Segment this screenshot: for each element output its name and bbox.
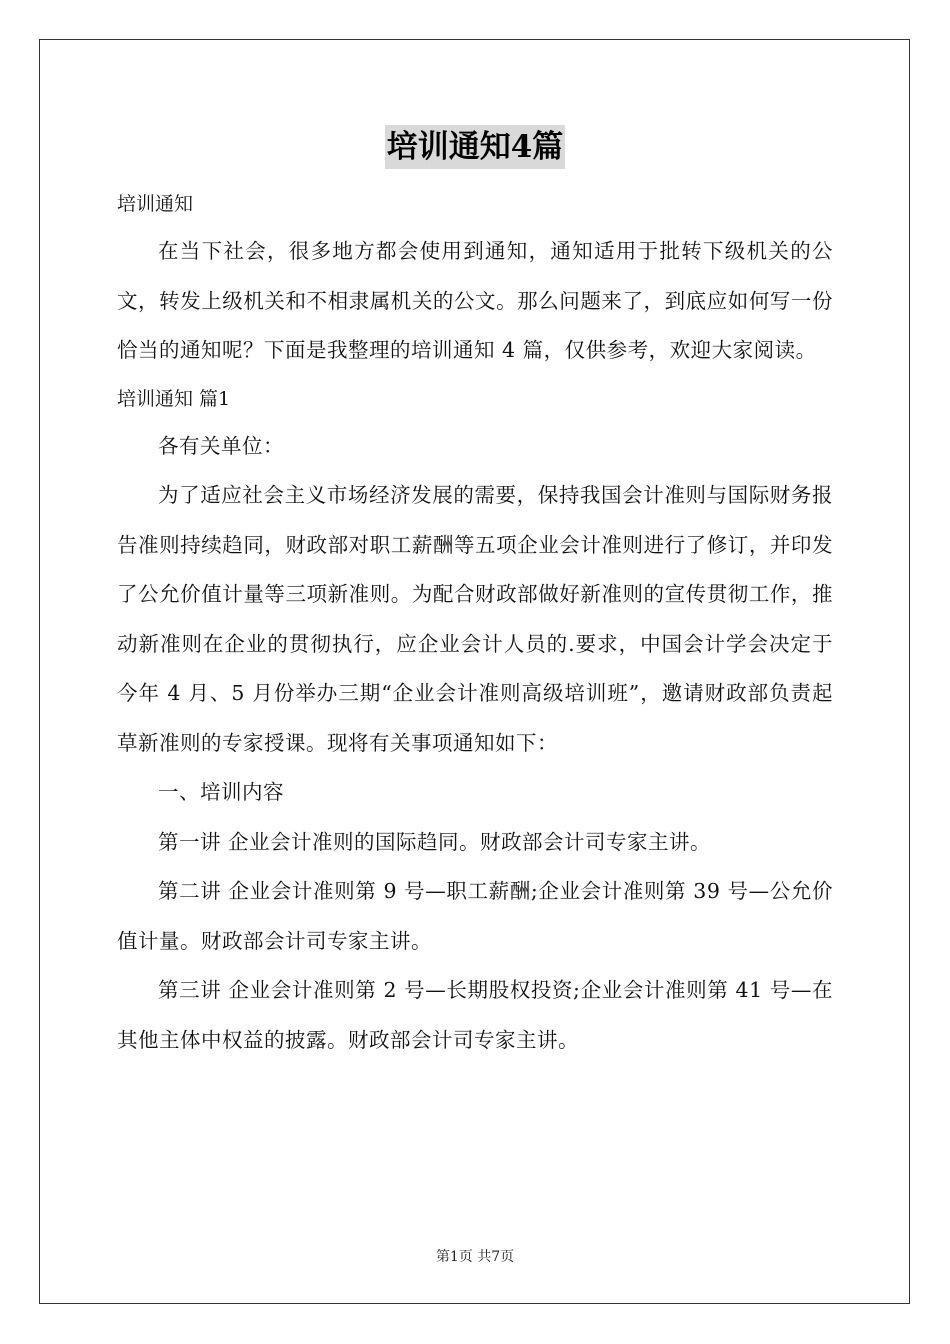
lecture-1: 第一讲 企业会计准则的国际趋同。财政部会计司专家主讲。: [158, 829, 712, 854]
document-content: [117, 125, 833, 1065]
part1-heading: 培训通知 篇1: [117, 387, 231, 410]
salutation: 各有关单位：: [158, 433, 284, 458]
section-label: 培训通知: [117, 193, 194, 215]
body-paragraph: 为了适应社会主义市场经济发展的需要，保持我国会计准则与国际财务报告准则持续趋同，财政部对职工薪酬等五项企业会计准则进行了修订，并印发了公允价值计量等三项新准则。为配合财政部做好新准则的宣传贯彻工作，推动新准则在企业的贯彻执行，应企业会计人员的.要求，中国会计学会决定于今年 4 月、5 月份举办三期“企业会计准则高级培训班”，邀请财政部负责起草新准则的专家授课。现将有关事项通知如下：: [117, 483, 833, 755]
page-footer: 第1页 共7页: [435, 1249, 515, 1265]
document-title: 培训通知4篇: [385, 125, 566, 169]
intro-paragraph: 在当下社会，很多地方都会使用到通知，通知适用于批转下级机关的公文，转发上级机关和不相隶属机关的公文。那么问题来了，到底应如何写一份恰当的通知呢？下面是我整理的培训通知 4 篇，仅供参考，欢迎大家阅读。: [117, 239, 833, 362]
lecture-2: 第二讲 企业会计准则第 9 号—职工薪酬;企业会计准则第 39 号—公允价值计量。财政部会计司专家主讲。: [117, 879, 833, 953]
lecture-3: 第三讲 企业会计准则第 2 号—长期股权投资;企业会计准则第 41 号—在其他主体中权益的披露。财政部会计司专家主讲。: [117, 978, 833, 1052]
item-heading: 一、培训内容: [158, 780, 284, 804]
title-wrap: [117, 125, 833, 175]
